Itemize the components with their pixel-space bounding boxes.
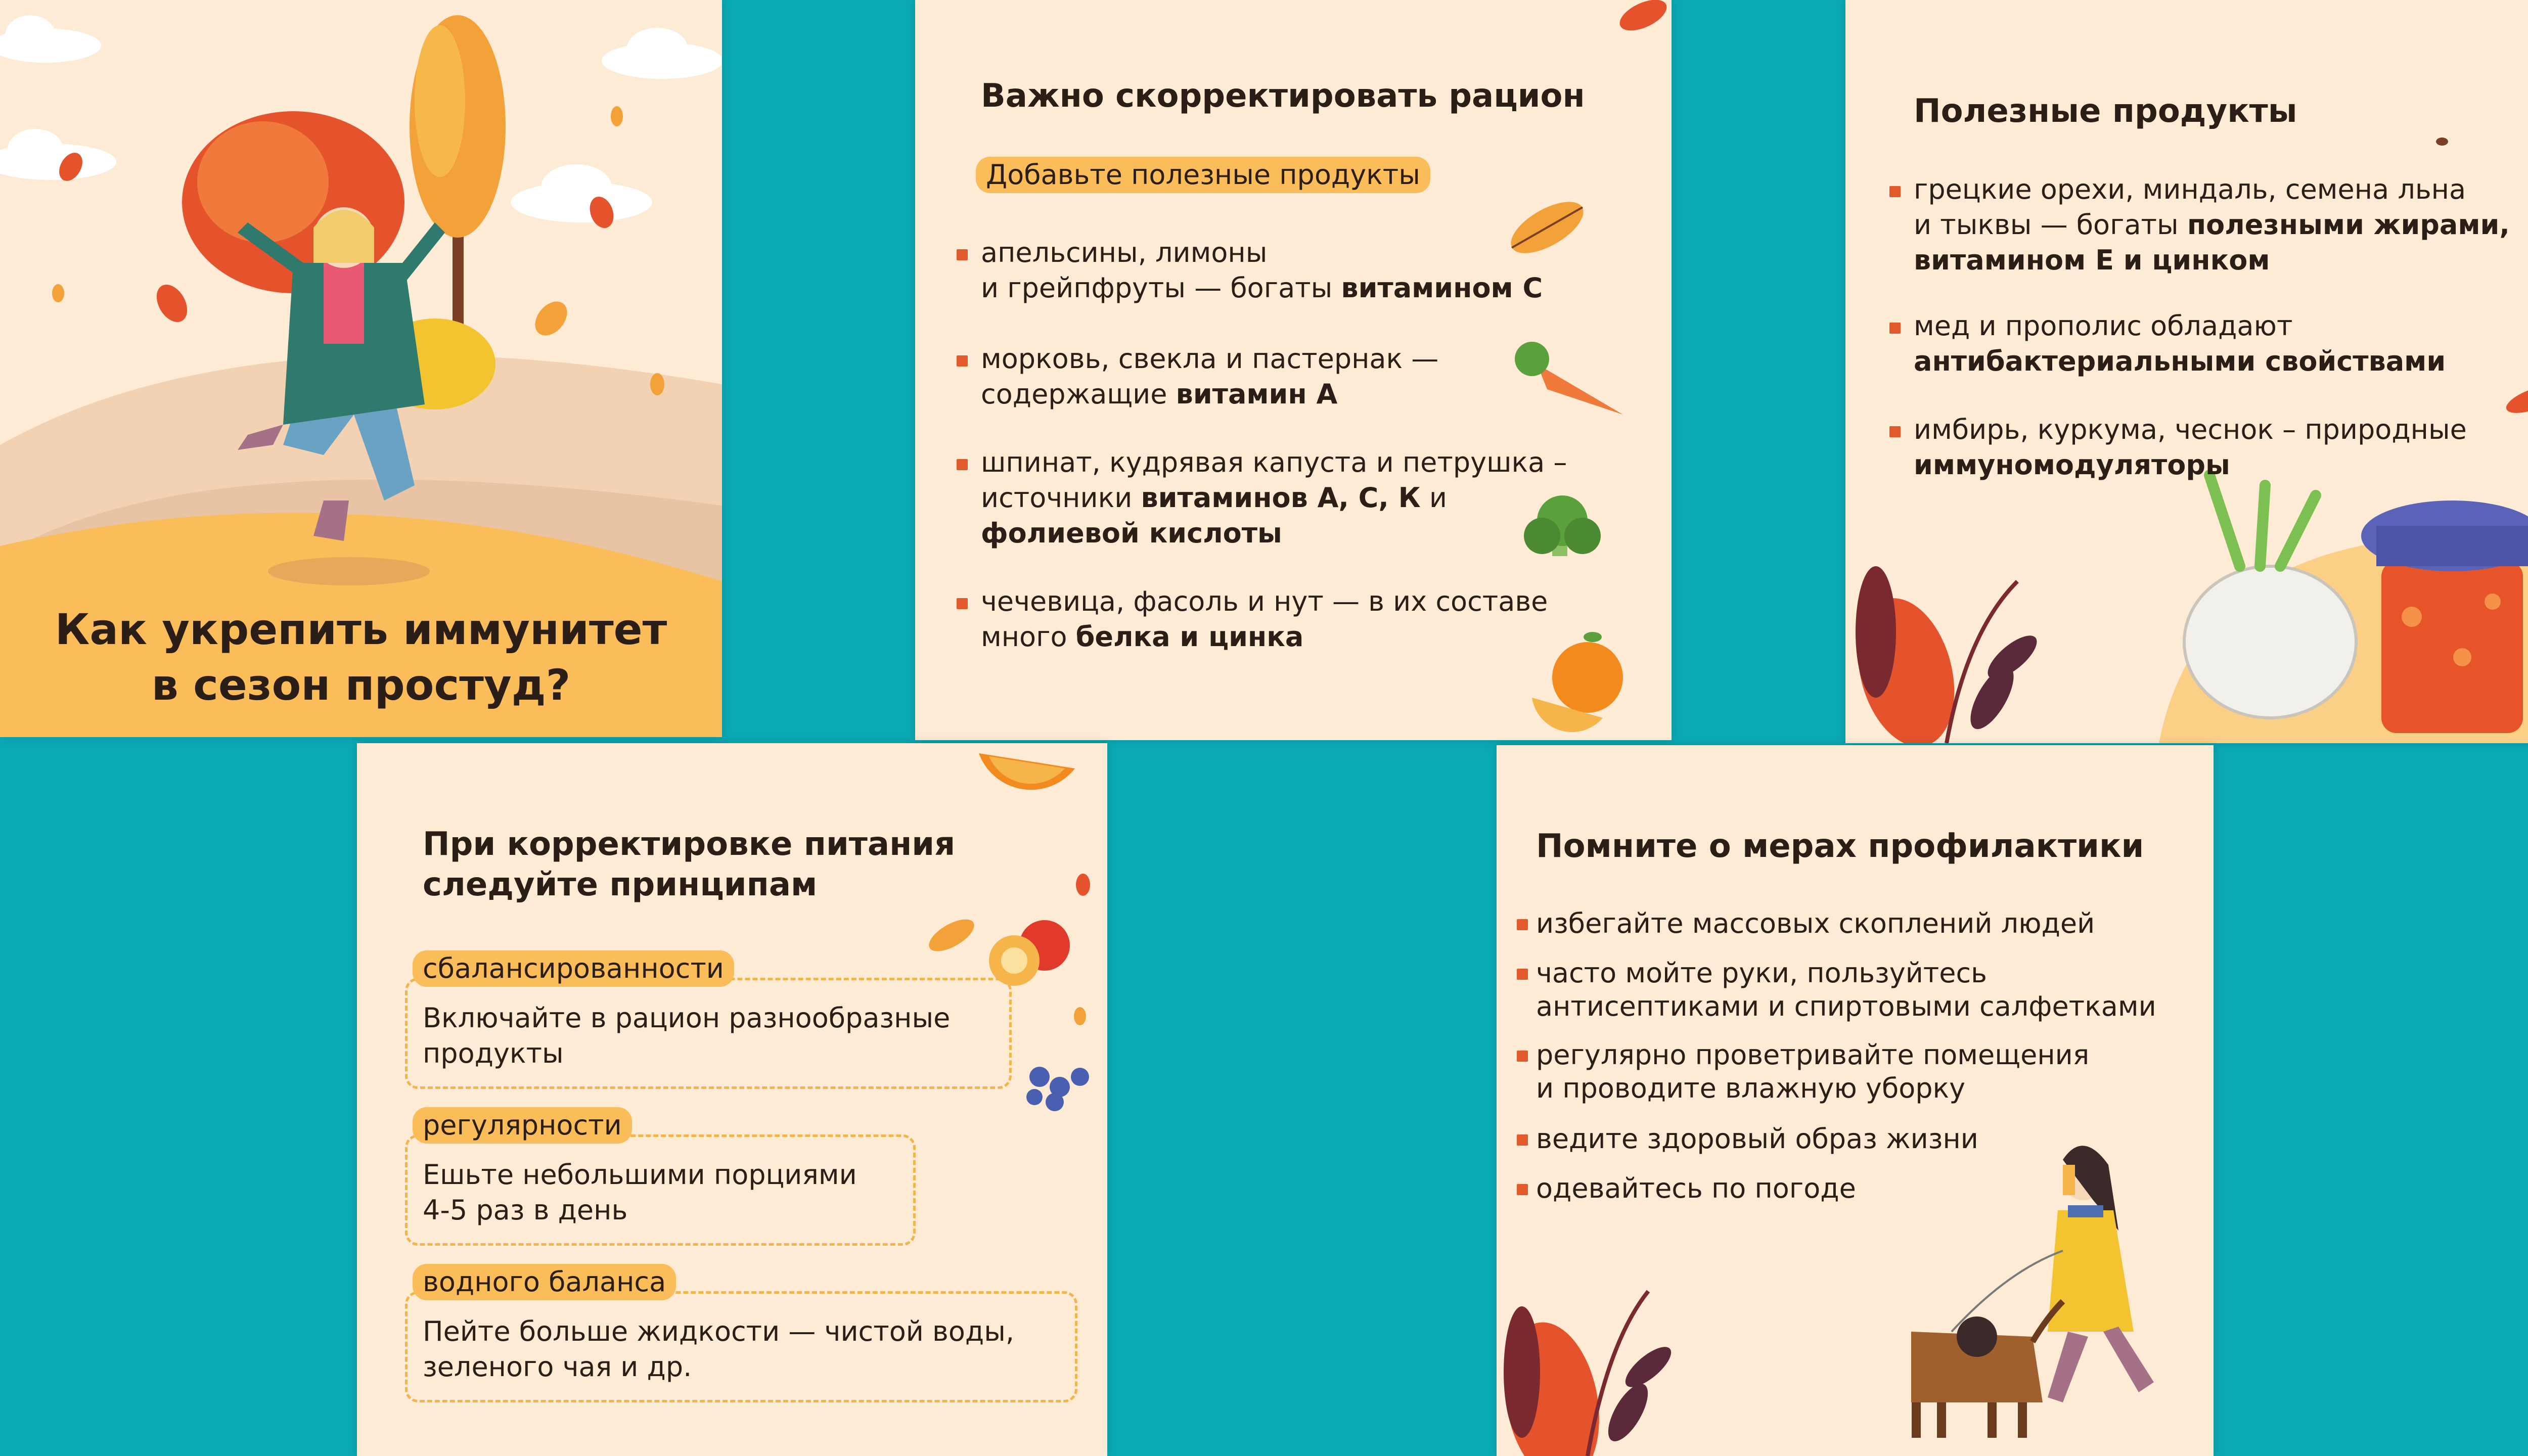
bullet-icon [1517,919,1528,930]
orange-icon [979,753,1075,790]
item-line: часто мойте руки, пользуйтесь [1536,957,1987,989]
leaf-icon [1497,1291,1677,1456]
card5-title: Помните о мерах профилактики [1536,828,2144,865]
item-bold: антибактериальными свойствами [1914,345,2446,377]
title-line-2: в сезон простуд? [151,660,571,710]
apple-icon [989,920,1070,986]
bullet-icon [1517,1051,1528,1062]
principle-text: зеленого чая и др. [423,1351,692,1383]
item-line: шпинат, кудрявая капуста и петрушка – [981,446,1567,478]
item-bold: белка и цинка [1075,621,1304,653]
principle-box-2 [405,1134,916,1246]
item-line: избегайте массовых скоплений людей [1536,907,2095,939]
card2-title: Важно скорректировать рацион [981,77,1585,115]
bullet-icon [1889,186,1901,197]
bullet-icon [1517,1184,1528,1195]
garlic-icon [2184,475,2356,718]
bullet-icon [957,598,968,609]
item-line: имбирь, куркума, чеснок – природные [1914,414,2467,445]
carrot-icon [1515,342,1623,415]
title-line-1: Как укрепить иммунитет [55,605,667,654]
item-text: много [981,621,1076,653]
bullet-icon [1517,969,1528,980]
item-line: мед и прополис обладают [1914,310,2293,342]
card3-title: Полезные продукты [1914,93,2297,130]
title-line-2: следуйте принципам [423,866,818,903]
bullet-icon [1889,323,1901,334]
principle-text: 4-5 раз в день [423,1194,628,1226]
card5-item-5 [1536,1172,1856,1205]
principle-box-1 [405,978,1012,1089]
card5-item-2 [1536,957,2156,1023]
dog-icon [1911,1251,2063,1438]
item-bold: фолиевой кислоты [981,517,1282,549]
card2-item-4 [981,584,1548,655]
principle-text: продукты [423,1037,564,1069]
leaf-icon [1615,0,1672,37]
bullet-icon [1517,1134,1528,1146]
item-text: и грейпфруты — богаты [981,272,1341,304]
item-text: содержащие [981,378,1176,410]
card4-title [423,824,955,905]
item-line: ведите здоровый образ жизни [1536,1123,1978,1155]
item-bold: витаминов А, С, К [1141,482,1421,514]
bullet-icon [1889,426,1901,437]
card-diet [915,0,1672,740]
item-line: морковь, свекла и пастернак — [981,343,1439,375]
item-line: апельсины, лимоны [981,237,1268,268]
blueberries-icon [1026,1067,1089,1111]
item-line: антисептиками и спиртовыми салфетками [1536,990,2156,1022]
card-useful-products [1845,0,2528,743]
card1-title [0,602,722,713]
card2-item-3 [981,445,1567,551]
bullet-icon [957,249,968,260]
card5-item-1 [1536,907,2095,940]
card5-item-4 [1536,1122,1978,1156]
card2-item-1 [981,235,1543,306]
title-line-1: При корректировке питания [423,826,956,863]
card-prevention [1497,745,2214,1456]
item-line: одевайтесь по погоде [1536,1172,1856,1204]
bullet-icon [957,459,968,470]
item-bold: витамином Е и цинком [1914,244,2270,276]
item-line: чечевица, фасоль и нут — в их составе [981,585,1548,617]
item-text: и тыквы — богаты [1914,209,2187,241]
card3-item-2 [1914,308,2446,379]
principle-text: Пейте больше жидкости — чистой воды, [423,1315,1014,1347]
card2-item-2 [981,341,1438,412]
item-bold: полезными жирами, [2187,209,2510,241]
item-line: грецкие орехи, миндаль, семена льна [1914,173,2466,205]
item-text: и [1420,482,1448,514]
card2-pill: Добавьте полезные продукты [976,157,1430,193]
card3-item-3 [1914,412,2467,483]
item-bold: витамином С [1341,272,1543,304]
principle-box-3 [405,1291,1077,1402]
principle-label-1: сбалансированности [413,950,734,987]
card-immunity-intro [0,0,722,737]
bullet-icon [957,355,968,367]
card5-item-3 [1536,1038,2089,1105]
card3-item-1 [1914,172,2510,278]
item-line: и проводите влажную уборку [1536,1072,1966,1104]
woman-icon [2048,1146,2154,1402]
item-line: регулярно проветривайте помещения [1536,1039,2090,1071]
principle-text: Включайте в рацион разнообразные [423,1002,951,1034]
principle-label-2: регулярности [413,1107,632,1144]
honey-jar-icon [2361,500,2528,733]
item-bold: витамин А [1176,378,1338,410]
item-text: источники [981,482,1141,514]
card-principles [357,743,1107,1456]
item-bold: иммуномодуляторы [1914,449,2230,481]
principle-text: Ешьте небольшими порциями [423,1159,857,1191]
principle-label-3: водного баланса [413,1264,676,1300]
